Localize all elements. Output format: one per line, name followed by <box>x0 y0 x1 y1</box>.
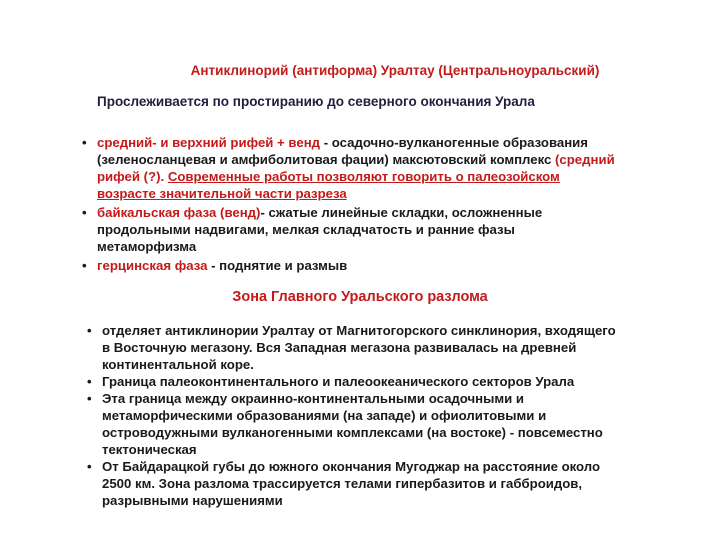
bullet-icon: • <box>87 323 92 338</box>
fault-zone-list <box>87 322 617 509</box>
paleozoic-age-note: Современные работы позволяют говорить о палеозойском возрасте значительной части разреза <box>97 169 560 201</box>
extent-text: От Байдарацкой губы до южного окончания Мугоджар на расстояние около 2500 км. Зона разлома трассируется телами гипербазитов и габброидов, разрывными нарушениями <box>102 459 601 508</box>
list-item-extent <box>87 458 617 509</box>
baikal-phase-label: байкальская фаза (венд) <box>97 205 261 220</box>
list-item-hercynian-phase <box>82 257 617 274</box>
bullet-icon: • <box>82 205 87 220</box>
bullet-icon: • <box>87 459 92 474</box>
slide-subtitle: Прослеживается по простиранию до северного окончания Урала <box>97 94 535 109</box>
hercynian-phase-label: герцинская фаза <box>97 258 208 273</box>
list-item-baikal-phase <box>82 204 617 255</box>
riphean-vendian-label: средний- и верхний рифей + венд <box>97 135 321 150</box>
stratigraphy-list <box>82 134 617 274</box>
middle-riphean-note: (средний рифей (?). <box>97 152 615 184</box>
slide-title: Антиклинорий (антиформа) Уралтау (Центральноуральский) <box>190 63 600 78</box>
list-item-tectonic-boundary <box>87 390 617 458</box>
boundary-text: Граница палеоконтинентального и палеоокеанического секторов Урала <box>102 374 575 389</box>
list-item-boundary <box>87 373 617 390</box>
hercynian-phase-text: - поднятие и размыв <box>207 258 348 273</box>
bullet-icon: • <box>87 391 92 406</box>
section-title: Зона Главного Уральского разлома <box>232 289 488 305</box>
baikal-phase-text: - сжатые линейные складки, осложненные продольными надвигами, мелкая складчатость и ранние фазы метаморфизма <box>97 205 543 254</box>
tectonic-boundary-text: Эта граница между окраинно-континентальными осадочными и метаморфическими образованиями (на западе) и офиолитовыми и островодужными вулканогенными комплексами (на востоке) - повсеместно тектоническая <box>102 391 603 457</box>
riphean-vendian-text: - осадочно-вулканогенные образования (зеленосланцевая и амфиболитовая фации) максютовский комплекс <box>97 135 588 167</box>
list-item-riphean-vendian <box>82 134 617 202</box>
bullet-icon: • <box>87 374 92 389</box>
bullet-icon: • <box>82 258 87 273</box>
separation-text: отделяет антиклинории Уралтау от Магнитогорского синклинория, входящего в Восточную мегазону. Вся Западная мегазона развивалась на древней континентальной коре. <box>102 323 616 372</box>
list-item-separation <box>87 322 617 373</box>
bullet-icon: • <box>82 135 87 150</box>
